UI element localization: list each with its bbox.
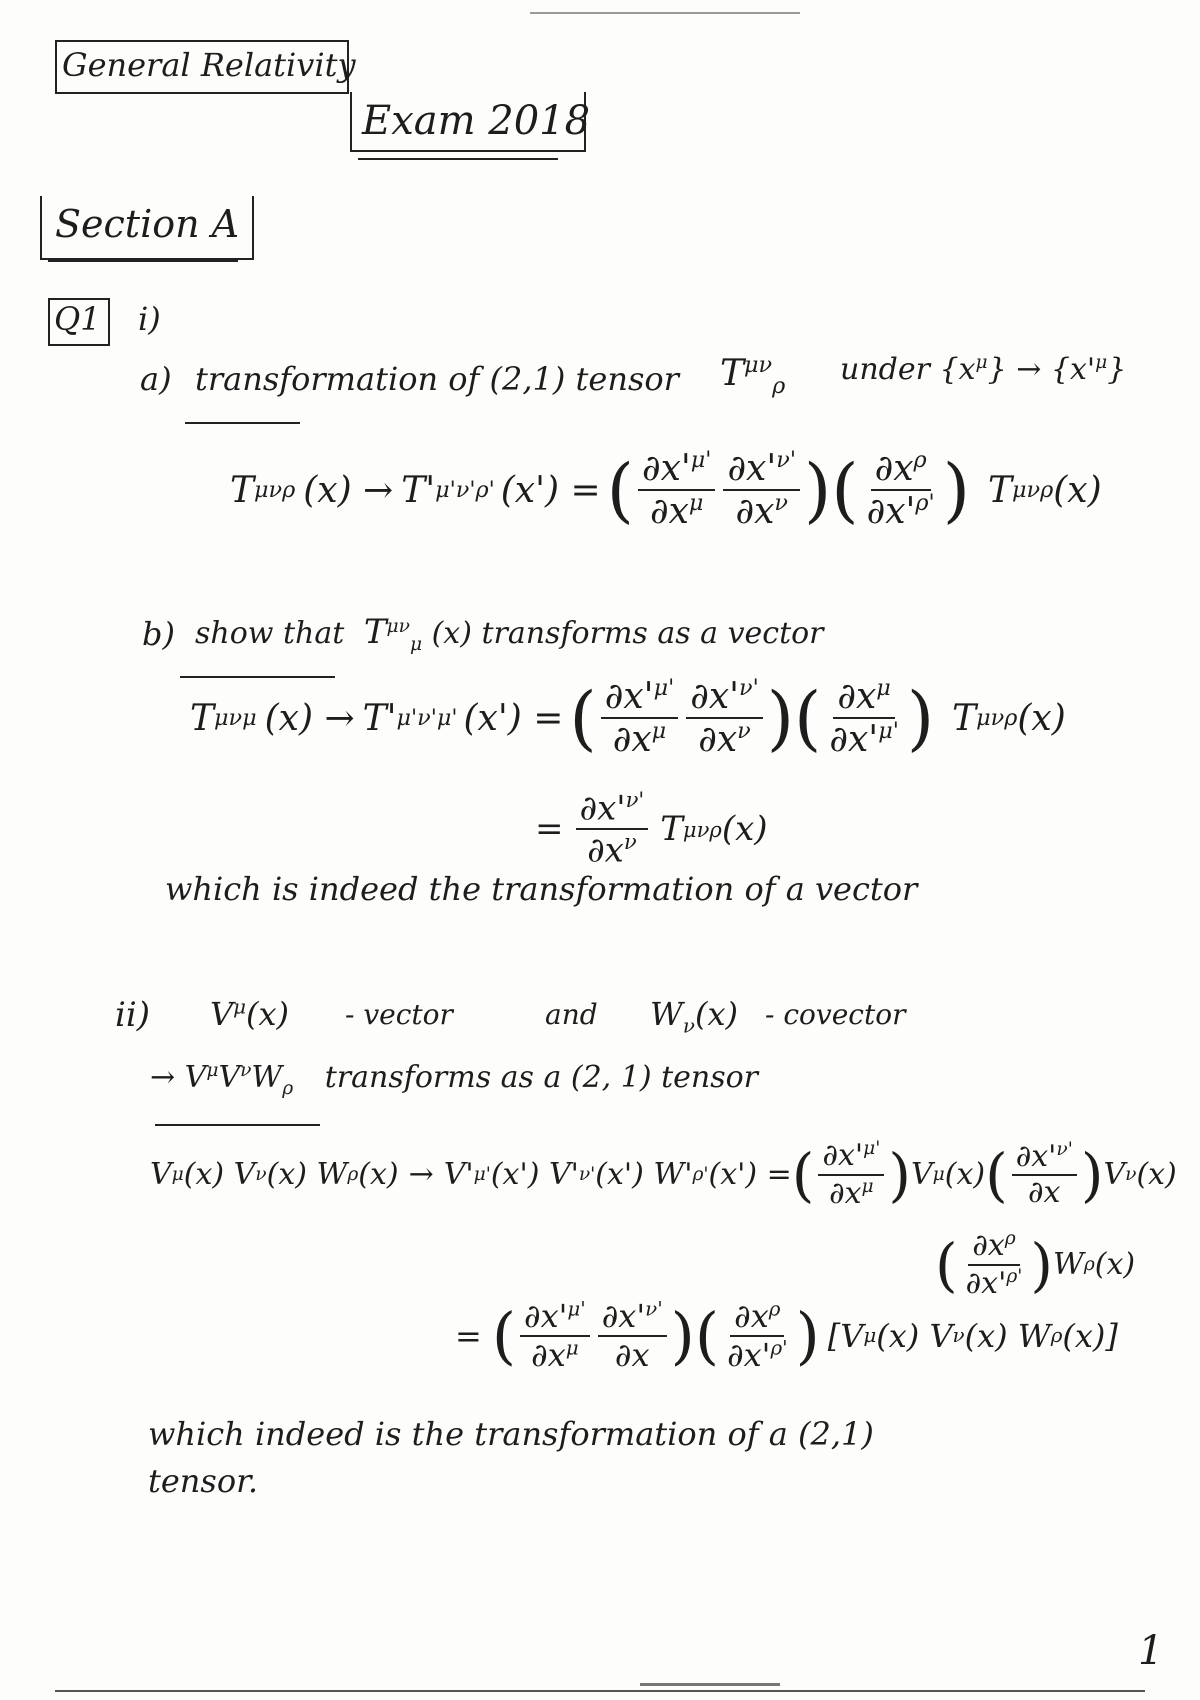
b-eq2-den: ∂x bbox=[587, 830, 624, 871]
ii-claim-w: W bbox=[251, 1060, 283, 1095]
section-underline bbox=[48, 260, 238, 262]
ii-v-symbol: V bbox=[210, 995, 234, 1033]
a-d1-num: ∂x' bbox=[641, 448, 691, 489]
ii-conclusion-2: tensor. bbox=[148, 1462, 259, 1500]
ii-eq-v1: V bbox=[150, 1157, 172, 1192]
a-d3-den: ∂x' bbox=[866, 491, 916, 533]
ii-claim-v: V bbox=[218, 1060, 241, 1095]
ii-eq2-bracket: [V bbox=[827, 1316, 864, 1355]
a-eq-rhs: T bbox=[988, 469, 1013, 511]
ii-equation-cont: ( $\frac{\partial x^\rho}{\partial x'^{\rho'}}$ ) W ρ (x) bbox=[935, 1228, 1136, 1301]
b-eq2-x: (x) bbox=[721, 809, 768, 850]
ii-equation: V μ (x) V ν (x) W ρ (x) → V' μ' (x') V' ν' (x') W' ρ' (x') = ( $\frac{\partial x'^{\mu'}}{\partial x^\mu}$ ) V μ (x) ( $\frac{\partial x'^{\nu'}}{\partial x}$ ) V ν (x) bbox=[150, 1138, 1177, 1211]
exam-underline bbox=[358, 150, 558, 152]
a-under-text-3: } bbox=[1107, 352, 1127, 387]
a-eq-x: (x') = bbox=[500, 469, 601, 511]
ii-w: $W_\nu(x)$ bbox=[650, 995, 738, 1038]
a-under-text: under {x bbox=[840, 352, 976, 387]
ii-v: $V^\mu(x)$ bbox=[210, 995, 290, 1033]
ii-v-x: (x) bbox=[246, 995, 290, 1033]
scan-bottom-line bbox=[55, 1690, 1145, 1692]
b-eq2-equals: = bbox=[535, 809, 564, 850]
b-d1-den: ∂x bbox=[612, 719, 652, 761]
ii-eq-arrow: → bbox=[408, 1157, 434, 1192]
a-d2-den: ∂x bbox=[735, 491, 775, 533]
ii-label: ii) bbox=[115, 995, 151, 1035]
b-eq-rhs: T bbox=[952, 697, 977, 739]
ii-underline bbox=[155, 1124, 320, 1126]
ii-covector: - covector bbox=[765, 998, 906, 1031]
a-text: transformation of (2,1) tensor bbox=[195, 360, 679, 398]
ii-w-x: (x) bbox=[694, 995, 738, 1033]
b-d2-den: ∂x bbox=[698, 719, 738, 761]
b-d2-num: ∂x' bbox=[690, 676, 740, 717]
exam-title: Exam 2018 bbox=[362, 98, 591, 144]
q1-label: Q1 bbox=[54, 300, 101, 338]
a-d3-num: ∂x bbox=[874, 448, 914, 489]
page-number: 1 bbox=[1138, 1628, 1164, 1674]
b-statement: show that $T^{\mu\nu}_\mu$ (x) transforms as a vector bbox=[195, 612, 824, 655]
scan-bottom-mark bbox=[640, 1683, 780, 1686]
q1-part-i: i) bbox=[138, 300, 161, 338]
a-eq-lhs2: T' bbox=[401, 469, 436, 511]
a-underline bbox=[185, 422, 300, 424]
a-d2-num: ∂x' bbox=[727, 448, 777, 489]
ii-conclusion-1: which indeed is the transformation of a (2,1) bbox=[148, 1415, 874, 1453]
b-eq-lhs: T bbox=[190, 697, 215, 739]
b-equation: T μν μ (x) → T' μ'ν' μ' (x') = ( $\frac{\partial x'^{\mu'}}{\partial x^\mu}$ $\frac{\partial x'^{\nu'}}{\partial x^\nu}$ ) ( $\frac{\partial x^\mu}{\partial x'^{\mu'}}$ ) T μν ρ (x) bbox=[190, 675, 1066, 761]
a-tensor: $T^{\mu\nu}_\rho$ bbox=[720, 352, 786, 400]
a-eq-arrow: (x) → bbox=[303, 469, 394, 511]
b-eq-arrow: (x) → bbox=[264, 697, 355, 739]
a-label: a) bbox=[140, 360, 172, 398]
ii-vector: - vector bbox=[345, 998, 453, 1031]
ii-and: and bbox=[545, 998, 598, 1031]
exam-underline-2 bbox=[358, 158, 558, 160]
a-under-text-2: } → {x' bbox=[987, 352, 1096, 387]
b-eq2-t: T bbox=[660, 809, 683, 850]
b-text1: show that bbox=[195, 616, 345, 651]
b-text2: T bbox=[363, 612, 387, 652]
ii-w-symbol: W bbox=[650, 995, 683, 1033]
a-equation: T μν ρ (x) → T' μ'ν' ρ' (x') = ( $\frac{\partial x'^{\mu'}}{\partial x^\mu}$ $\frac{\partial x'^{\nu'}}{\partial x^\nu}$ ) ( $\frac{\partial x^\rho}{\partial x'^{\rho'}}$ ) T μν ρ (x) bbox=[230, 447, 1102, 533]
ii-equation-2: = ( $\frac{\partial x'^{\mu'}}{\partial x^\mu}$ $\frac{\partial x'^{\nu'}}{\partial x}$ ) ( $\frac{\partial x^\rho}{\partial x'^{\rho'}}$ ) [V μ (x) V ν (x) W ρ (x)] bbox=[455, 1297, 1118, 1374]
ii-claim-arrow: → V bbox=[150, 1060, 207, 1095]
b-d1-num: ∂x' bbox=[604, 676, 654, 717]
b-eq-rhs-x: (x) bbox=[1017, 697, 1066, 739]
b-eq-lhs2: T' bbox=[362, 697, 397, 739]
course-title: General Relativity bbox=[62, 46, 356, 84]
a-under: under $\{x^\mu\} \to \{x'^\mu\}$ bbox=[840, 352, 1127, 387]
a-eq-rhs-x: (x) bbox=[1053, 469, 1102, 511]
b-d3-den: ∂x' bbox=[829, 719, 879, 761]
scan-top-line bbox=[530, 12, 800, 14]
b-text3: (x) transforms as a vector bbox=[431, 616, 824, 651]
ii-claim: → $V^\mu V^\nu W_\rho$ transforms as a (2, 1) tensor bbox=[150, 1060, 758, 1099]
section-title: Section A bbox=[55, 202, 240, 246]
a-eq-lhs: T bbox=[230, 469, 255, 511]
a-tensor-symbol: T bbox=[720, 353, 745, 394]
b-d3-num: ∂x bbox=[837, 676, 877, 717]
b-eq2-num: ∂x' bbox=[579, 788, 626, 829]
b-label: b) bbox=[142, 615, 175, 653]
a-d1-den: ∂x bbox=[649, 491, 689, 533]
b-eq-x: (x') = bbox=[463, 697, 564, 739]
b-equation-2: = $\frac{\partial x'^{\nu'}}{\partial x^\nu}$ T μν ρ (x) bbox=[535, 787, 768, 871]
b-conclusion: which is indeed the transformation of a vector bbox=[165, 870, 918, 908]
ii-claim-text: transforms as a (2, 1) tensor bbox=[324, 1060, 758, 1095]
